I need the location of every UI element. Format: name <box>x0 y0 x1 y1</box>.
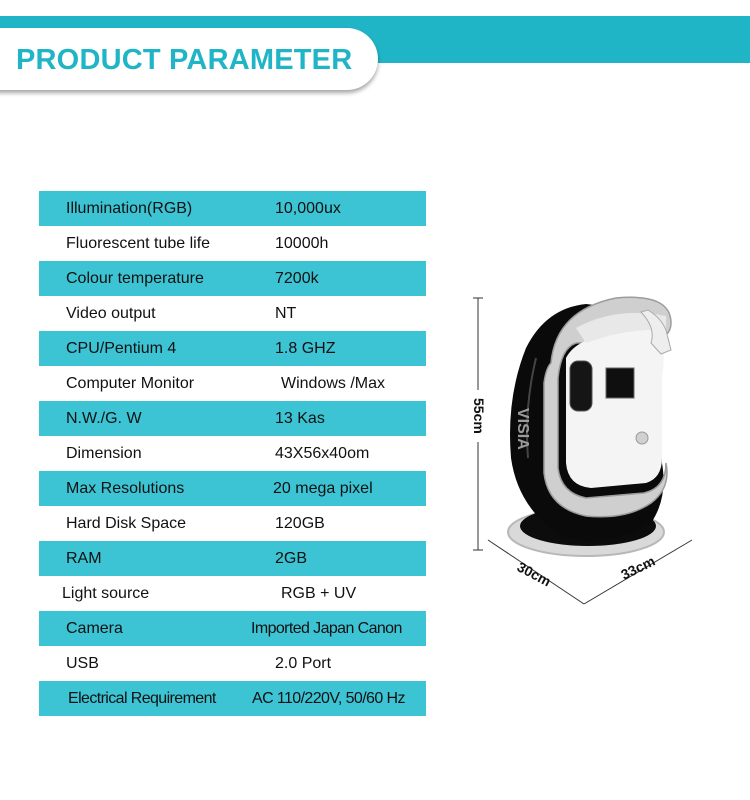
spec-label: Colour temperature <box>66 270 204 287</box>
spec-row <box>39 401 426 436</box>
spec-value: AC 110/220V, 50/60 Hz <box>252 690 405 707</box>
screen-panel <box>606 368 634 398</box>
spec-row <box>39 436 426 471</box>
spec-label: N.W./G. W <box>66 410 142 427</box>
spec-value: 2.0 Port <box>275 655 332 672</box>
spec-value: 43X56x40om <box>275 445 370 462</box>
spec-label: RAM <box>66 550 102 567</box>
spec-row <box>39 646 426 681</box>
product-illustration <box>466 288 696 618</box>
spec-value: 13 Kas <box>275 410 325 427</box>
spec-row <box>39 261 426 296</box>
spec-label: Max Resolutions <box>66 480 185 497</box>
spec-value: 120GB <box>275 515 325 532</box>
spec-value: 2GB <box>275 550 308 567</box>
skin-analyzer-device-image <box>466 288 696 618</box>
spec-table <box>39 191 426 716</box>
spec-row <box>39 506 426 541</box>
spec-label: Camera <box>66 620 123 637</box>
camera-lens-icon <box>570 361 592 411</box>
spec-row <box>39 611 426 646</box>
spec-row <box>39 471 426 506</box>
spec-row <box>39 576 426 611</box>
page-title: PRODUCT PARAMETER <box>16 44 353 76</box>
spec-row <box>39 296 426 331</box>
spec-row <box>39 681 426 716</box>
spec-row <box>39 331 426 366</box>
spec-row <box>39 366 426 401</box>
spec-label: Dimension <box>66 445 142 462</box>
spec-label: Electrical Requirement <box>68 690 216 707</box>
spec-value: 20 mega pixel <box>273 480 373 497</box>
spec-label: Hard Disk Space <box>66 515 187 532</box>
spec-label: Video output <box>66 305 156 322</box>
height-label: 55cm <box>471 398 487 434</box>
spec-label: CPU/Pentium 4 <box>66 340 177 357</box>
svg-text:VISIA: VISIA <box>514 408 531 450</box>
spec-value: RGB + UV <box>281 585 357 602</box>
spec-value: 10000h <box>275 235 329 252</box>
spec-row <box>39 226 426 261</box>
spec-label: Illumination(RGB) <box>66 200 193 217</box>
spec-value: 10,000ux <box>275 200 341 217</box>
spec-value: Windows /Max <box>281 375 386 392</box>
spec-value: 7200k <box>275 270 319 287</box>
width-label: 33cm <box>618 552 658 583</box>
spec-value: Imported Japan Canon <box>251 620 402 637</box>
spec-row <box>39 191 426 226</box>
spec-label: Light source <box>62 585 150 602</box>
spec-label: Fluorescent tube life <box>66 235 211 252</box>
spec-value: 1.8 GHZ <box>275 340 336 357</box>
spec-value: NT <box>275 305 297 322</box>
depth-label: 30cm <box>514 558 554 590</box>
spec-row <box>39 541 426 576</box>
spec-label: Computer Monitor <box>66 375 195 392</box>
spec-label: USB <box>66 655 99 672</box>
